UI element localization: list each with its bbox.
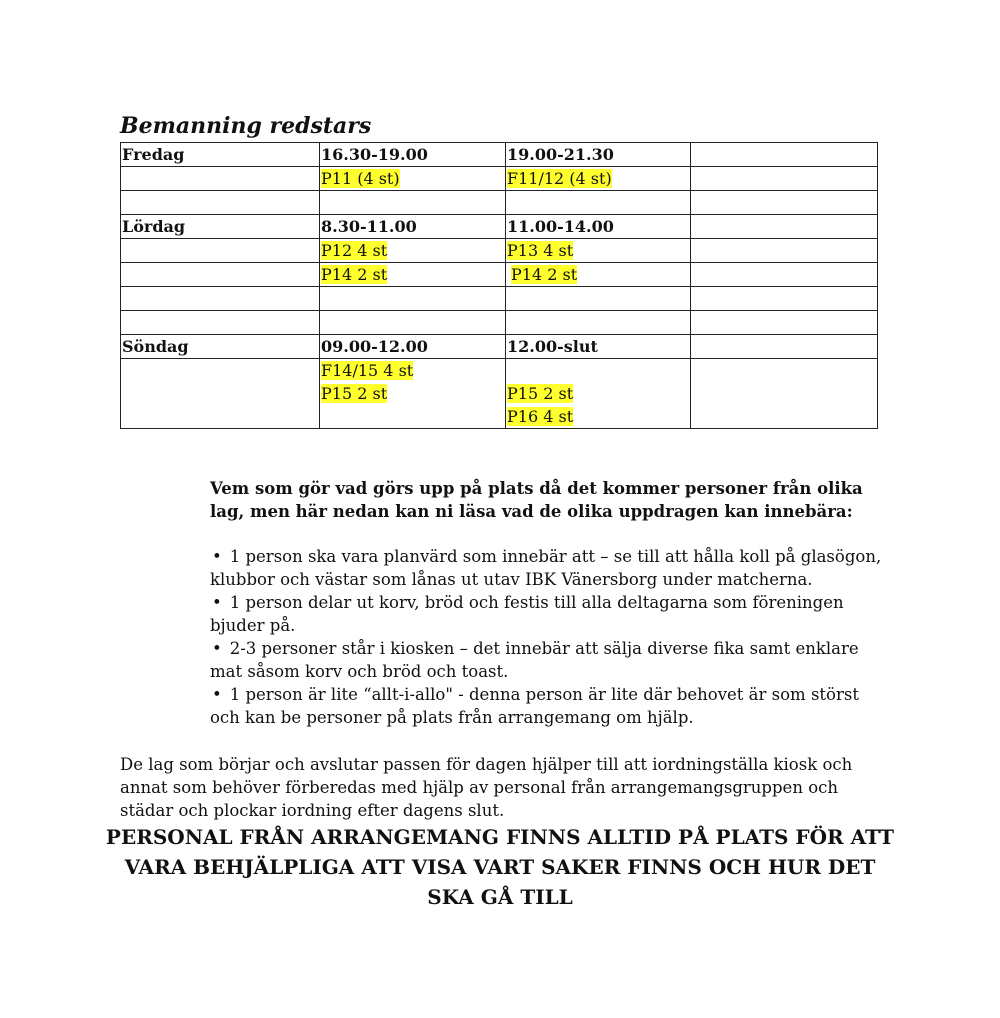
table-row — [121, 263, 878, 287]
empty-cell — [691, 191, 878, 215]
notice-heading: PERSONAL FRÅN ARRANGEMANG FINNS ALLTID PÅ PLATS FÖR ATT VARA BEHJÄLPLIGA ATT VISA VART SAKER FINNS OCH HUR DET SKA GÅ TILL — [105, 825, 895, 909]
empty-cell — [691, 311, 878, 335]
table-row — [121, 359, 878, 429]
team-label: P13 4 st — [507, 241, 574, 260]
table-row — [121, 311, 878, 335]
empty-cell — [121, 167, 320, 191]
team-cell — [320, 263, 506, 287]
table-row — [121, 335, 878, 359]
empty-cell — [121, 287, 320, 311]
team-cell — [506, 359, 691, 429]
empty-cell — [691, 359, 878, 429]
task-list — [210, 545, 890, 729]
team-cell — [320, 239, 506, 263]
document-title: Bemanning redstars — [120, 113, 372, 139]
empty-cell — [121, 311, 320, 335]
empty-cell — [320, 191, 506, 215]
list-item: • 1 person ska vara planvärd som innebär att – se till att hålla koll på glasögon, klubbor och västar som lånas ut utav IBK Vänersborg under matcherna. — [210, 545, 890, 591]
table-row — [121, 239, 878, 263]
day-cell: Lördag — [121, 215, 320, 239]
empty-cell — [691, 239, 878, 263]
empty-cell — [121, 263, 320, 287]
team-cell — [506, 239, 691, 263]
time-slot-cell: 8.30-11.00 — [320, 215, 506, 239]
team-label: P11 (4 st) — [321, 169, 400, 188]
empty-cell — [691, 335, 878, 359]
list-item: • 2-3 personer står i kiosken – det innebär att sälja diverse fika samt enklare mat såsom korv och bröd och toast. — [210, 637, 890, 683]
intro-text: Vem som gör vad görs upp på plats då det kommer personer från olika lag, men här nedan kan ni läsa vad de olika uppdragen kan innebära: — [210, 479, 863, 521]
team-label: P15 2 st — [321, 384, 388, 403]
team-cell — [506, 167, 691, 191]
empty-cell — [506, 191, 691, 215]
time-slot-cell: 12.00-slut — [506, 335, 691, 359]
team-cell — [320, 167, 506, 191]
team-cell — [506, 263, 691, 287]
body-paragraph: De lag som börjar och avslutar passen för dagen hjälper till att iordningställa kiosk och annat som behöver förberedas med hjälp av personal från arrangemangsgruppen och städar och plockar iordning efter dagens slut. — [120, 755, 853, 820]
schedule-table — [120, 142, 878, 429]
empty-cell — [506, 311, 691, 335]
empty-cell — [691, 215, 878, 239]
empty-cell — [320, 311, 506, 335]
table-row — [121, 191, 878, 215]
time-slot-cell: 09.00-12.00 — [320, 335, 506, 359]
day-cell: Söndag — [121, 335, 320, 359]
table-row — [121, 287, 878, 311]
empty-cell — [121, 191, 320, 215]
team-label: P12 4 st — [321, 241, 388, 260]
team-label: F11/12 (4 st) — [507, 169, 612, 188]
day-cell: Fredag — [121, 143, 320, 167]
empty-cell — [691, 167, 878, 191]
team-label: P15 2 st — [507, 384, 574, 403]
team-cell — [320, 359, 506, 429]
table-row — [121, 215, 878, 239]
empty-cell — [121, 239, 320, 263]
team-label: P14 2 st — [511, 265, 578, 284]
team-label: P16 4 st — [507, 407, 574, 426]
team-label: F14/15 4 st — [321, 361, 414, 380]
list-item: • 1 person är lite “allt-i-allo" - denna person är lite där behovet är som störst och kan be personer på plats från arrangemang om hjälp. — [210, 683, 890, 729]
empty-cell — [691, 263, 878, 287]
empty-cell — [121, 359, 320, 429]
list-item: • 1 person delar ut korv, bröd och festis till alla deltagarna som föreningen bjuder på. — [210, 591, 890, 637]
empty-cell — [506, 287, 691, 311]
table-row — [121, 167, 878, 191]
time-slot-cell: 11.00-14.00 — [506, 215, 691, 239]
time-slot-cell: 19.00-21.30 — [506, 143, 691, 167]
table-row — [121, 143, 878, 167]
team-label: P14 2 st — [321, 265, 388, 284]
empty-cell — [691, 287, 878, 311]
empty-cell — [691, 143, 878, 167]
time-slot-cell: 16.30-19.00 — [320, 143, 506, 167]
empty-cell — [320, 287, 506, 311]
